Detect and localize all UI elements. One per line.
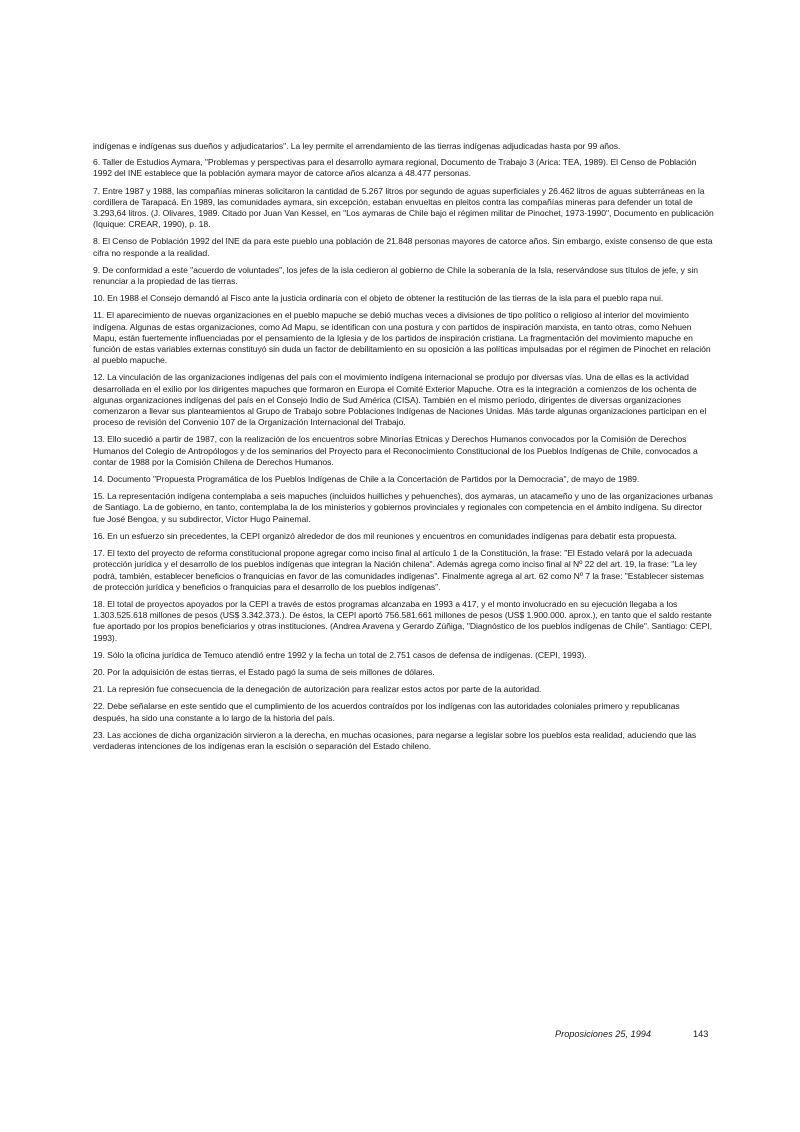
- journal-citation: Proposiciones 25, 1994: [555, 1029, 652, 1039]
- footnote-12: 12. La vinculación de las organizaciones indígenas del país con el movimiento indígena internacional se produjo por diversas vías. Una de ellas es la actividad desarrollada en el exilio por los dirigentes mapuches que formaron en Europa el Comité Exterior Mapuche. Otra es la integración a comienzos de los ochenta de algunas organizaciones indígenas del país en el Consejo Indio de Sud América (CISA). También en el mismo período, dirigentes de diversas organizaciones comenzaron a llevar sus planteamientos al Grupo de Trabajo sobre Poblaciones Indígenas de Naciones Unidas. Más tarde algunas organizaciones participan en el proceso de revisión del Convenio 107 de la Organización Internacional del Trabajo.: [93, 372, 707, 428]
- footnote-19: 19. Sólo la oficina jurídica de Temuco atendió entre 1992 y la fecha un total de 2.751 casos de defensa de indígenas. (CEPI, 1993).: [93, 649, 587, 660]
- footnote-17: 17. El texto del proyecto de reforma constitucional propone agregar como inciso final al artículo 1 de la Constitución, la frase: "El Estado velará por la adecuada protección jurídica y el desarrollo de los pueblos indígenas que integran la Nación chilena". Además agrega como inciso final al Nº 22 del art. 19, la frase: "La ley podrá, también, establecer beneficios o franquicias en favor de las comunidades indígenas". Finalmente agrega al art. 62 como Nº 7 la frase: "Establecer sistemas de protección jurídica y beneficios o franquicias para el desarrollo de los pueblos indígenas".: [93, 548, 704, 592]
- footnote-15: 15. La representación indígena contemplaba a seis mapuches (incluidos huilliches y pehuenches), dos aymaras, un atacameño y uno de las organizaciones urbanas de Santiago. La de gobierno, en tanto, contemplaba la de los ministerios y gobiernos provinciales y regionales con competencia en el ámbito indígena. Su director fue José Bengoa, y su subdirector, Víctor Hugo Painemal.: [93, 491, 713, 524]
- footnote-13: 13. Ello sucedió a partir de 1987, con la realización de los encuentros sobre Minorías Etnicas y Derechos Humanos convocados por la Comisión de Derechos Humanos del Colegio de Antropólogos y de los seminarios del Proyecto para el Reconocimiento Constitucional de los Pueblos Indígenas de Chile, convocados a contar de 1988 por la Comisión Chilena de Derechos Humanos.: [93, 434, 698, 467]
- footnote-22: 22. Debe señalarse en este sentido que el cumplimiento de los acuerdos contraídos por los indígenas con las autoridades coloniales primero y republicanas después, ha sido una constante a lo largo de la historia del país.: [93, 701, 680, 723]
- footnote-continuation: indígenas e indígenas sus dueños y adjudicatarios". La ley permite el arrendamiento de las tierras indígenas adjudicadas hasta por 99 años.: [93, 141, 621, 151]
- footnote-23: 23. Las acciones de dicha organización sirvieron a la derecha, en muchas ocasiones, para negarse a legislar sobre los pueblos esta realidad, aduciendo que las verdaderas intenciones de los indígenas eran la escisión o separación del Estado chileno.: [93, 729, 697, 751]
- footnote-7: 7. Entre 1987 y 1988, las compañías mineras solicitaron la cantidad de 5.267 litros por segundo de aguas superficiales y 26.462 litros de aguas subterráneas en la cordillera de Tarapacá. En 1989, las comunidades aymara, sin excepción, estaban envueltas en pleitos contra las compañías mineras para defender un total de 3.293,64 litros. (J. Olivares, 1989. Citado por Juan Van Kessel, en "Los aymaras de Chile bajo el régimen militar de Pinochet, 1973-1990", Documento en publicación (Iquique: CREAR, 1990), p. 18.: [93, 185, 714, 230]
- footnote-18: 18. El total de proyectos apoyados por la CEPI a través de estos programas alcanzaba en 1993 a 417, y el monto involucrado en su ejecución llegaba a los 1.303.525.618 millones de pesos (US$ 3.342.373.). De éstos, la CEPI aportó 756.581.661 millones de pesos (US$ 1.900.000. aprox.), en tanto que el saldo restante fue aportado por los propios beneficiarios y otras instituciones. (Andrea Aravena y Gerardo Zúñiga, "Diagnóstico de los pueblos indígenas de Chile". Santiago: CEPI, 1993).: [93, 598, 712, 643]
- page-number: 143: [693, 1029, 709, 1039]
- footnote-20: 20. Por la adquisición de estas tierras, el Estado pagó la suma de seis millones de dólares.: [93, 666, 435, 677]
- footnote-8: 8. El Censo de Población 1992 del INE da para este pueblo una población de 21.848 personas mayores de catorce años. Sin embargo, existe consenso de que esta cifra no responde a la realidad.: [93, 236, 713, 258]
- footnote-10: 10. En 1988 el Consejo demandó al Fisco ante la justicia ordinaria con el objeto de obtener la restitución de las tierras de la isla para el pueblo rapa nui.: [93, 293, 664, 304]
- footnote-11: 11. El aparecimiento de nuevas organizaciones en el pueblo mapuche se debió muchas veces a divisiones de tipo político o religioso al interior del movimiento indígena. Algunas de estas organizaciones, como Ad Mapu, se identifican con una postura y con partidos de inspiración marxista, en tanto otras, como Nehuen Mapu, están fuertemente influenciadas por el pensamiento de la Iglesia y de los partidos de inspiración cristiana. La fragmentación del movimiento mapuche en función de estas variables externas constituyó sin duda un factor de debilitamiento en su oposición a las políticas impulsadas por el régimen de Pinochet en relación al pueblo mapuche.: [93, 310, 711, 366]
- page-footer: [555, 1028, 709, 1040]
- footnotes-block: [93, 141, 715, 758]
- footnote-9: 9. De conformidad a este "acuerdo de voluntades", los jefes de la isla cedieron al gobierno de Chile la soberanía de la Isla, reservándose sus títulos de jefe, y sin renunciar a la propiedad de las tierras.: [93, 264, 699, 287]
- footnote-21: 21. La represión fue consecuencia de la denegación de autorización para realizar estos actos por parte de la autoridad.: [93, 684, 542, 695]
- footnote-6: 6. Taller de Estudios Aymara, "Problemas y perspectivas para el desarrollo aymara regional, Documento de Trabajo 3 (Arica: TEA, 1989). El Censo de Población 1992 del INE establece que la población aymara mayor de catorce años alcanza a 48.477 personas.: [93, 157, 697, 179]
- footnote-16: 16. En un esfuerzo sin precedentes, la CEPI organizó alrededor de dos mil reuniones y encuentros en comunidades indígenas para debatir esta propuesta.: [93, 530, 677, 541]
- footnote-14: 14. Documento "Propuesta Programática de los Pueblos Indígenas de Chile a la Concertación de Partidos por la Democracia", de mayo de 1989.: [93, 474, 640, 485]
